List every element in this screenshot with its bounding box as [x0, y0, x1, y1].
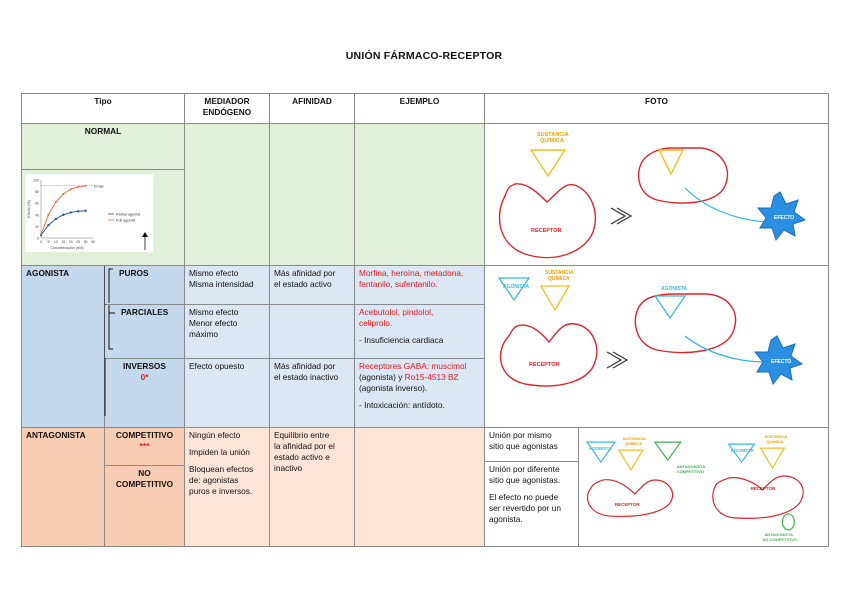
x-tick-label: 35: [91, 240, 95, 245]
data-point: [40, 234, 42, 236]
agonista-photo-cell: [485, 266, 829, 428]
substance-bound-triangle: [659, 150, 683, 174]
data-point: [70, 212, 72, 214]
normal-photo-cell: [485, 124, 829, 266]
header-foto: FOTO: [485, 94, 829, 124]
data-point: [47, 225, 49, 227]
svg-text:AGONISTA: AGONISTA: [503, 284, 530, 290]
data-point: [70, 189, 72, 191]
y-tick-label: 20: [35, 225, 39, 230]
svg-text:AGONISTA: AGONISTA: [588, 446, 612, 452]
svg-text:QUÍMICA: QUÍMICA: [540, 138, 564, 144]
x-axis-label: Concentración (nM): [50, 246, 84, 251]
antagonista-label: ANTAGONISTA: [22, 428, 105, 547]
drug-receptor-table: [21, 93, 829, 547]
svg-text:SUSTANCIA: SUSTANCIA: [545, 270, 574, 276]
svg-text:COMPETITIVO: COMPETITIVO: [676, 469, 704, 475]
puros-label: PUROS: [105, 266, 185, 305]
svg-text:RECEPTOR: RECEPTOR: [531, 228, 562, 234]
svg-text:QUÍMICA: QUÍMICA: [624, 441, 642, 447]
svg-text:QUÍMICA: QUÍMICA: [766, 439, 784, 445]
svg-text:EFECTO: EFECTO: [774, 215, 795, 221]
agonista-sketch: [485, 266, 829, 424]
header-mediador: MEDIADOR ENDÓGENO: [185, 94, 270, 124]
emax-label: Emax: [94, 184, 104, 189]
antagonista-sketch: [579, 428, 828, 546]
header-ejemplo: EJEMPLO: [355, 94, 485, 124]
effect-arrow: [685, 188, 767, 222]
chart-cell: [22, 170, 185, 266]
svg-text:SUSTANCIA: SUSTANCIA: [537, 132, 569, 138]
y-axis-label: Efecto (%): [27, 200, 31, 219]
svg-text:EFECTO: EFECTO: [771, 359, 792, 365]
svg-text:SUSTANCIA: SUSTANCIA: [622, 436, 646, 442]
dose-response-chart: [25, 174, 153, 252]
inversos-label: INVERSOS 0*: [105, 358, 185, 427]
svg-text:RECEPTOR: RECEPTOR: [614, 501, 640, 507]
x-tick-label: 20: [68, 240, 73, 245]
data-point: [85, 185, 87, 187]
data-point: [62, 193, 64, 195]
x-tick-label: 25: [76, 240, 81, 245]
antagonista-competitivo-row: ANTAGONISTA COMPETITIVO *** Ningún efecto Impiden la unión Bloquean efectos de: agonistas puros e inversos. Equilibrio entre la afinidad por el estado activo e inactivo Unión por mismo sitio que agonistas Unión por diferente sitio que agonistas. El efecto no puede ser revertido por un agonista. AGONISTA SUSTANCIA QUÍMICA ANTAGONISTA COMPETITIVO RECEPTOR AGONISTA SUSTANCIA QUÍMICA RECEPTOR ANTAGONISTA NO COMPETITIVO: [22, 428, 829, 466]
data-point: [62, 214, 64, 216]
data-point: [77, 211, 79, 213]
header-afinidad: AFINIDAD: [270, 94, 355, 124]
normal-row: [22, 124, 829, 170]
parciales-label: PARCIALES: [105, 305, 185, 359]
x-tick-label: 0: [40, 240, 42, 245]
agonista-label: AGONISTA: [22, 266, 105, 428]
antagonista-photo-cell: Unión por mismo sitio que agonistas Unión por diferente sitio que agonistas. El efecto no puede ser revertido por un agonista. AGONISTA SUSTANCIA QUÍMICA ANTAGONISTA COMPETITIVO RECEPTOR AGONISTA SUSTANCIA QUÍMICA RECEPTOR ANTAGONISTA NO COMPETITIVO: [485, 428, 829, 547]
header-row: [22, 94, 829, 124]
x-tick-label: 5: [47, 240, 50, 245]
arrow-head-icon: [142, 232, 148, 237]
y-tick-label: 100: [33, 178, 39, 183]
y-tick-label: 40: [35, 213, 39, 218]
data-point: [47, 214, 49, 216]
header-tipo: Tipo: [22, 94, 185, 124]
data-point: [77, 186, 79, 188]
agonista-parciales-row: PARCIALES Mismo efecto Menor efecto máximo Acebutolol, pindolol, celiprolo. - Insuficiencia cardiaca: [22, 305, 829, 359]
svg-text:AGONISTA: AGONISTA: [661, 286, 688, 292]
receptor-shape: [500, 184, 596, 258]
page-title: UNIÓN FÁRMACO-RECEPTOR: [345, 50, 503, 62]
arrow-icon: [611, 208, 631, 224]
normal-label: NORMAL: [22, 124, 185, 170]
svg-text:QUÍMICA: QUÍMICA: [548, 276, 570, 282]
competitivo-label: COMPETITIVO ***: [105, 428, 185, 466]
substance-triangle: [531, 150, 565, 176]
no-competitivo-label: NO COMPETITIVO: [105, 466, 185, 547]
y-tick-label: 0: [37, 236, 39, 241]
svg-text:ANTAGONISTA: ANTAGONISTA: [764, 531, 793, 537]
y-tick-label: 80: [35, 190, 39, 195]
data-point: [55, 218, 57, 220]
svg-text:RECEPTOR: RECEPTOR: [529, 362, 560, 368]
receptor-activated-shape: [639, 148, 728, 203]
x-tick-label: 15: [61, 240, 66, 245]
legend-label: Partial agonist: [116, 212, 141, 217]
data-point: [85, 210, 87, 212]
agonista-puros-row: AGONISTA PUROS Mismo efecto Misma intensidad Más afinidad por el estado activo Morfina, heroína, metadona, fentanilo, sufentanilo. AGONISTA SUSTANCIA QUÍMICA RECEPTOR AGONISTA EFECTO: [22, 266, 829, 305]
data-point: [55, 201, 57, 203]
agonista-inversos-row: INVERSOS 0* Efecto opuesto Más afinidad por el estado inactivo Receptores GABA: muscimol (agonista) y Ro15-4513 BZ (agonista inverso). - Intoxicación: antídoto.: [22, 358, 829, 427]
svg-text:AGONISTA: AGONISTA: [730, 448, 754, 454]
y-tick-label: 60: [35, 201, 39, 206]
svg-text:NO COMPETITIVO: NO COMPETITIVO: [762, 536, 797, 542]
svg-text:ANTAGONISTA: ANTAGONISTA: [676, 464, 705, 470]
normal-sketch: [485, 124, 829, 262]
svg-text:SUSTANCIA: SUSTANCIA: [764, 434, 788, 440]
x-tick-label: 30: [83, 240, 88, 245]
legend-label: Full agonist: [116, 218, 136, 223]
x-tick-label: 10: [53, 240, 58, 245]
svg-text:RECEPTOR: RECEPTOR: [750, 485, 775, 491]
